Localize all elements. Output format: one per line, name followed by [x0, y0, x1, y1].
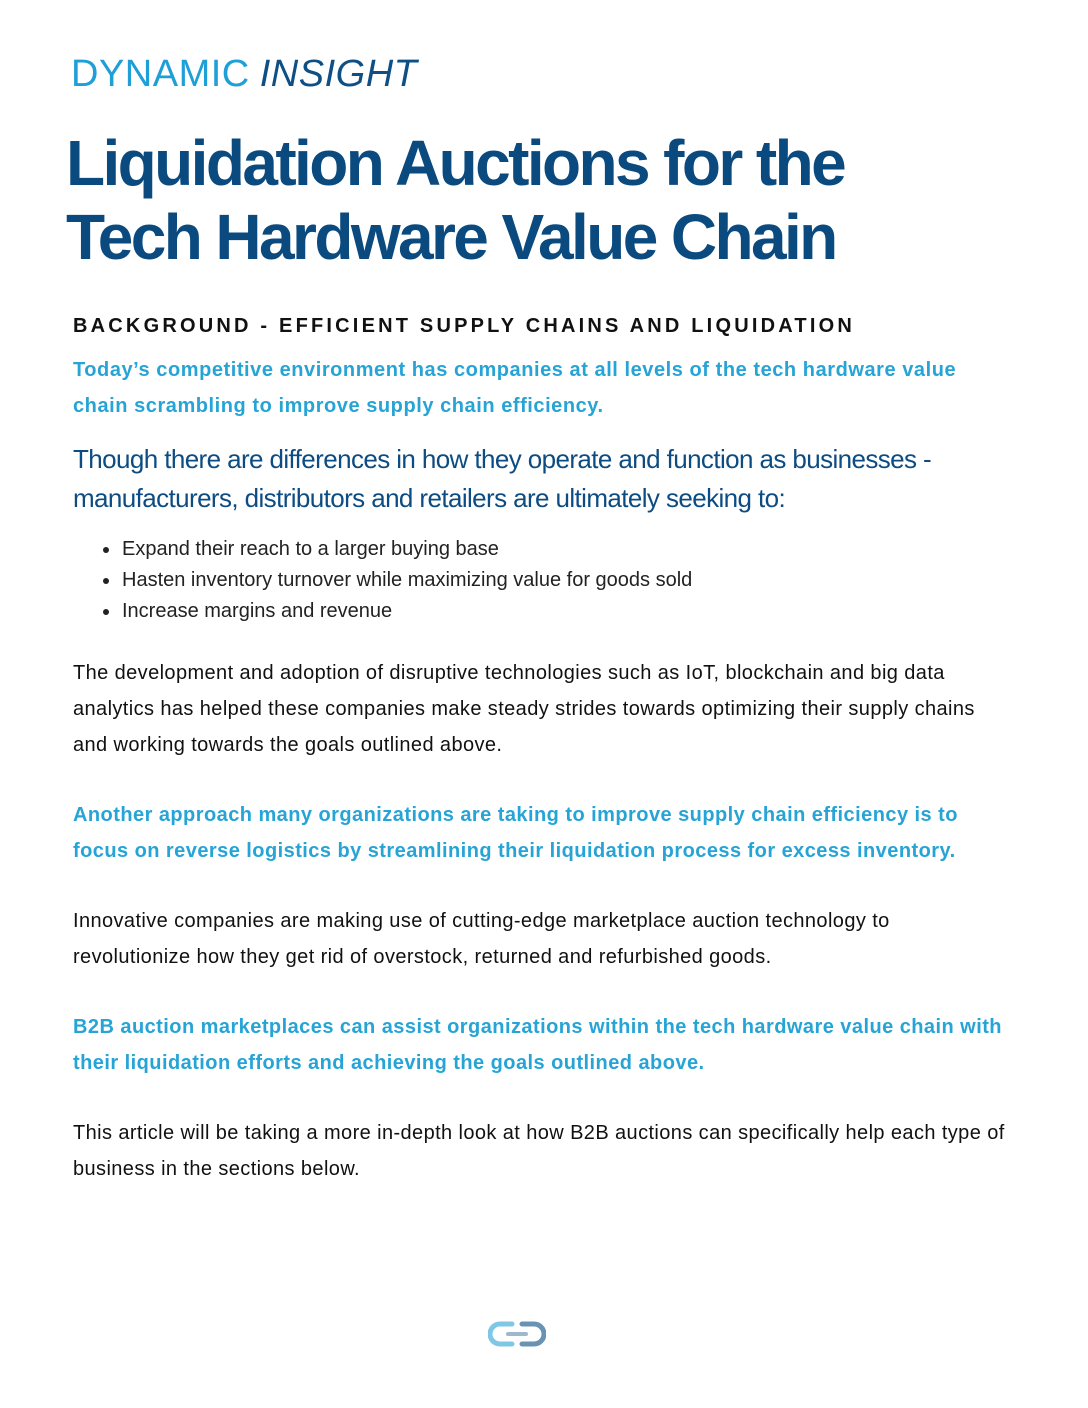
paragraph-auction-technology: Innovative companies are making use of cutting-edge marketplace auction technology to revolutionize how they get rid of overstock, returned and refurbished goods. [73, 910, 890, 968]
highlight-paragraph-b2b-auctions: B2B auction marketplaces can assist organizations within the tech hardware value chain with their liquidation efforts and achieving the goals outlined above. [73, 1016, 1002, 1074]
goals-list [73, 534, 1013, 627]
chain-link-logo-icon [488, 1320, 546, 1348]
paragraph-article-outline: This article will be taking a more in-depth look at how B2B auctions can specifically help each type of business in the sections below. [73, 1122, 1005, 1180]
brand-name-secondary: INSIGHT [259, 53, 418, 95]
list-item: Increase margins and revenue [122, 596, 1013, 627]
brand-logo [71, 52, 417, 96]
brand-name-primary: DYNAMIC [71, 53, 250, 95]
lead-paragraph: Today’s competitive environment has companies at all levels of the tech hardware value chain scrambling to improve supply chain efficiency. [73, 359, 957, 417]
article-body [73, 352, 1013, 1187]
title-line-1: Liquidation Auctions for the [66, 127, 845, 199]
intro-paragraph: Though there are differences in how they operate and function as businesses - manufacturers, distributors and retailers are ultimately seeking to: [73, 444, 932, 513]
document-title [66, 126, 1026, 274]
section-heading: BACKGROUND - EFFICIENT SUPPLY CHAINS AND LIQUIDATION [73, 315, 855, 337]
title-line-2: Tech Hardware Value Chain [66, 201, 836, 273]
list-item: Hasten inventory turnover while maximizing value for goods sold [122, 565, 1013, 596]
paragraph-technologies: The development and adoption of disruptive technologies such as IoT, blockchain and big data analytics has helped these companies make steady strides towards optimizing their supply chains and working towards the goals outlined above. [73, 662, 975, 756]
highlight-paragraph-reverse-logistics: Another approach many organizations are taking to improve supply chain efficiency is to focus on reverse logistics by streamlining their liquidation process for excess inventory. [73, 804, 958, 862]
list-item: Expand their reach to a larger buying base [122, 534, 1013, 565]
